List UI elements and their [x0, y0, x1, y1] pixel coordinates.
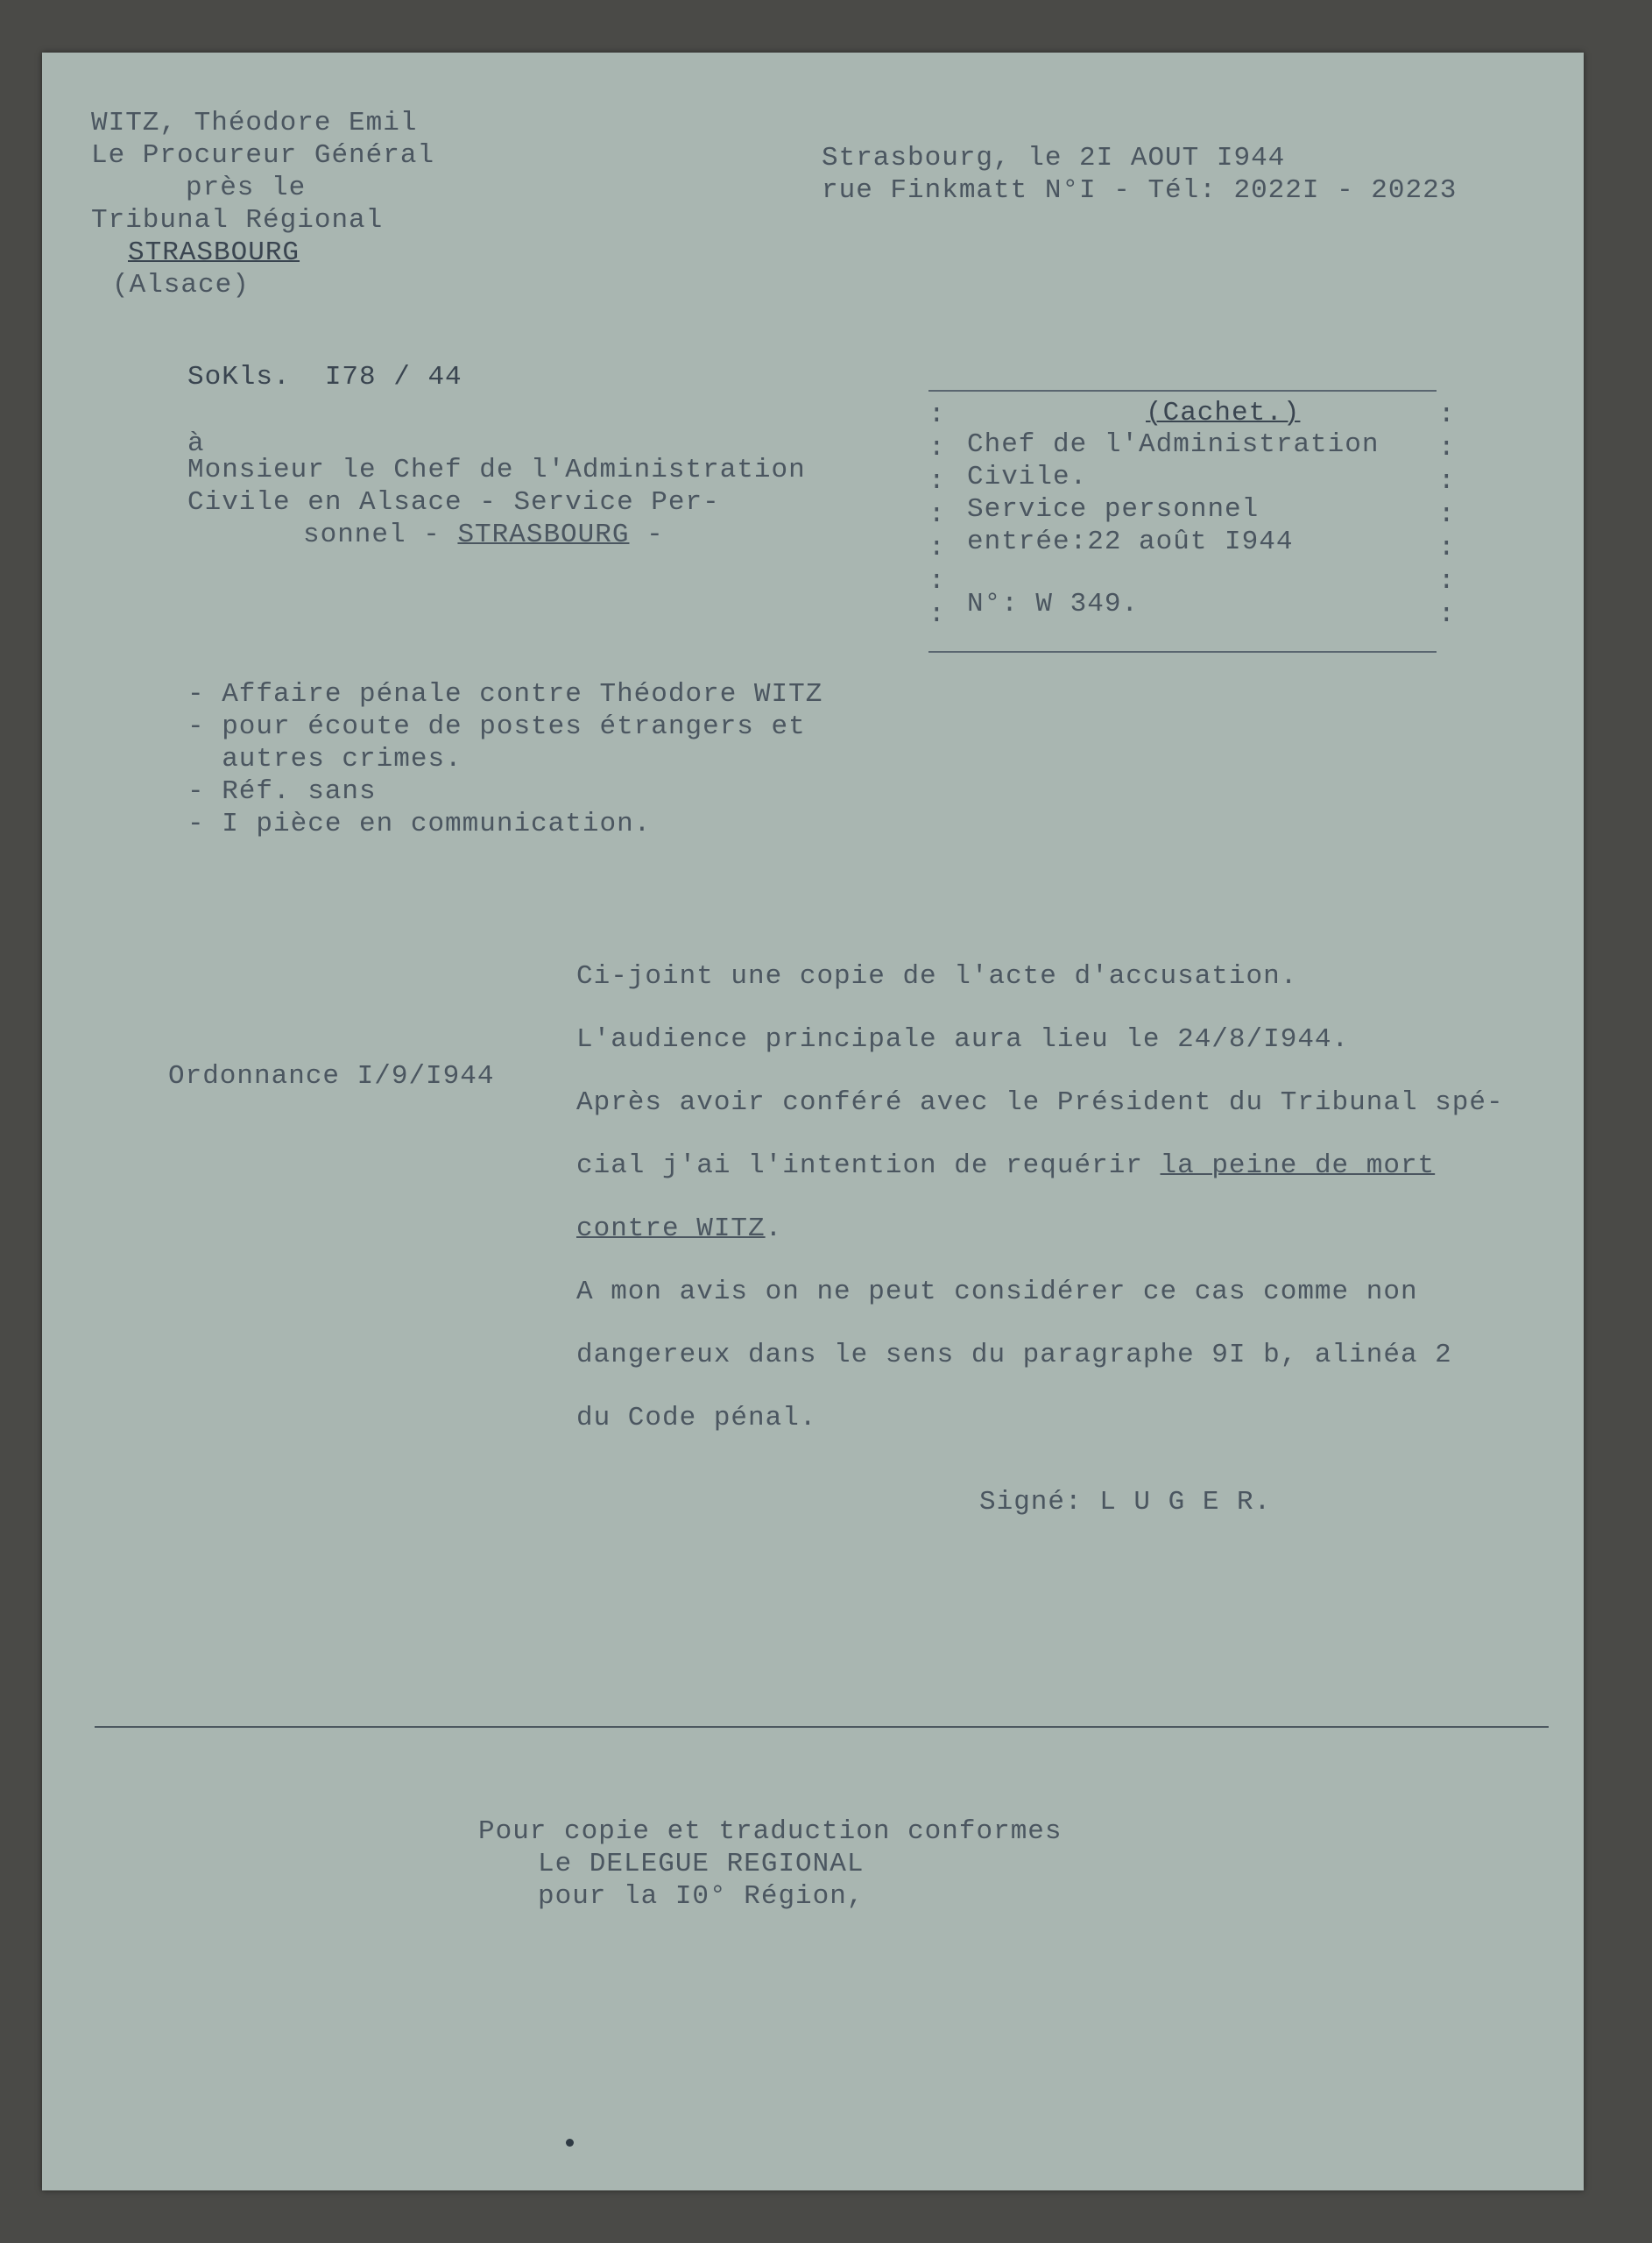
stamp-line1: Chef de l'Administration [967, 429, 1380, 460]
header-city: STRASBOURG [128, 237, 300, 268]
stamp-number: N°: W 349. [967, 589, 1140, 619]
stamp-right-colons: : : : : : : : [1438, 400, 1456, 630]
stamp-line4: entrée:22 août I944 [967, 527, 1294, 557]
recipient-line3: sonnel - STRASBOURG - [303, 520, 664, 550]
body-line-3: Après avoir conféré avec le Président du Tribunal spé- [576, 1087, 1504, 1118]
address-line: rue Finkmatt N°I - Tél: 2022I - 20223 [822, 175, 1458, 206]
date-line: Strasbourg, le 2I AOUT I944 [822, 143, 1286, 173]
header-office: Le Procureur Général [91, 140, 435, 171]
ink-spot [566, 2139, 574, 2147]
body-line-6: A mon avis on ne peut considérer ce cas comme non [576, 1277, 1418, 1307]
body-line-5: contre WITZ. [576, 1213, 783, 1244]
document-page [42, 53, 1584, 2190]
body-line-8: du Code pénal. [576, 1403, 817, 1433]
divider-line [95, 1726, 1549, 1728]
recipient-line1: Monsieur le Chef de l'Administration [187, 455, 806, 485]
footer-line2: Le DELEGUE REGIONAL [538, 1849, 865, 1879]
subject-line4: - Réf. sans [187, 776, 377, 807]
subject-line3: autres crimes. [187, 744, 462, 775]
header-region: (Alsace) [112, 270, 250, 301]
stamp-left-colons: : : : : : : : [928, 400, 946, 630]
stamp-line2: Civile. [967, 462, 1088, 492]
recipient-line2: Civile en Alsace - Service Per- [187, 487, 720, 518]
body-paragraph-1: Ci-joint une copie de l'acte d'accusation. [576, 961, 1298, 992]
body-paragraph-2: L'audience principale aura lieu le 24/8/I944. [576, 1024, 1350, 1055]
subject-line2: - pour écoute de postes étrangers et [187, 711, 806, 742]
body-line-7: dangereux dans le sens du paragraphe 9I b, alinéa 2 [576, 1340, 1452, 1370]
recipient-prefix: à [187, 428, 205, 459]
header-office-pres: près le [186, 173, 307, 203]
subject-line5: - I pièce en communication. [187, 809, 652, 839]
stamp-line3: Service personnel [967, 494, 1260, 525]
subject-line1: - Affaire pénale contre Théodore WITZ [187, 679, 823, 710]
header-tribunal: Tribunal Régional [91, 205, 384, 236]
footer-line1: Pour copie et traduction conformes [478, 1816, 1063, 1847]
receipt-stamp [928, 390, 1456, 653]
body-line-4: cial j'ai l'intention de requérir la peine de mort [576, 1150, 1436, 1181]
header-name: WITZ, Théodore Emil [91, 108, 418, 138]
footer-line3: pour la I0° Région, [538, 1881, 865, 1912]
signature: Signé: L U G E R. [979, 1487, 1272, 1518]
stamp-title: (Cachet.) [1146, 398, 1301, 428]
ordonnance-note: Ordonnance I/9/I944 [168, 1061, 495, 1092]
reference-number: SoKls. I78 / 44 [187, 362, 462, 393]
